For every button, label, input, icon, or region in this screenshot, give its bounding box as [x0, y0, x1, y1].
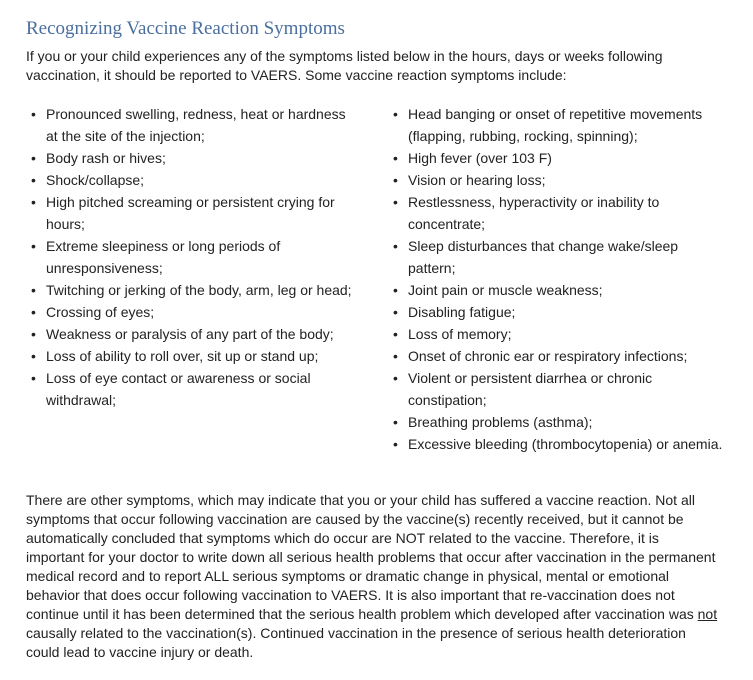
- list-item: • Disabling fatigue;: [388, 301, 728, 323]
- list-item: • Twitching or jerking of the body, arm, leg or head;: [26, 279, 361, 301]
- list-item: • Extreme sleepiness or long periods of unresponsiveness;: [26, 235, 361, 279]
- list-item: • Vision or hearing loss;: [388, 169, 728, 191]
- list-item: • High pitched screaming or persistent crying for hours;: [26, 191, 361, 235]
- list-item: • Sleep disturbances that change wake/sleep pattern;: [388, 235, 728, 279]
- list-item: • Shock/collapse;: [26, 169, 361, 191]
- list-item: • Head banging or onset of repetitive movements (flapping, rubbing, rocking, spinning);: [388, 103, 728, 147]
- list-item: • Pronounced swelling, redness, heat or hardness at the site of the injection;: [26, 103, 361, 147]
- list-item: • Breathing problems (asthma);: [388, 411, 728, 433]
- list-item: • Weakness or paralysis of any part of the body;: [26, 323, 361, 345]
- outro-text-after: causally related to the vaccination(s). Continued vaccination in the presence of serious health deterioration could lead to vaccine injury or death.: [26, 625, 686, 660]
- symptom-list-right: [388, 103, 728, 455]
- list-item: • Crossing of eyes;: [26, 301, 361, 323]
- list-item: • Violent or persistent diarrhea or chronic constipation;: [388, 367, 728, 411]
- list-item: • Onset of chronic ear or respiratory infections;: [388, 345, 728, 367]
- symptom-list-left: [26, 103, 361, 411]
- section-title: Recognizing Vaccine Reaction Symptoms: [26, 18, 345, 39]
- list-item: • Restlessness, hyperactivity or inability to concentrate;: [388, 191, 728, 235]
- list-item: • Joint pain or muscle weakness;: [388, 279, 728, 301]
- list-item: • Loss of eye contact or awareness or social withdrawal;: [26, 367, 361, 411]
- list-item: • High fever (over 103 F): [388, 147, 728, 169]
- list-item: • Loss of memory;: [388, 323, 728, 345]
- outro-paragraph: [26, 491, 721, 662]
- intro-paragraph: If you or your child experiences any of the symptoms listed below in the hours, days or weeks following vaccination, it should be reported to VAERS. Some vaccine reaction symptoms include:: [26, 48, 663, 83]
- outro-emphasis: not: [697, 606, 718, 622]
- list-item: • Body rash or hives;: [26, 147, 361, 169]
- list-item: • Excessive bleeding (thrombocytopenia) or anemia.: [388, 433, 728, 455]
- list-item: • Loss of ability to roll over, sit up or stand up;: [26, 345, 361, 367]
- outro-text-before: There are other symptoms, which may indicate that you or your child has suffered a vaccine reaction. Not all symptoms that occur following vaccination are caused by the vaccine(s) recently received, but it cannot be automatically concluded that symptoms which do occur are NOT related to the vaccine. Therefore, it is important for your doctor to write down all serious health problems that occur after vaccination in the permanent medical record and to report ALL serious symptoms or dramatic change in physical, mental or emotional behavior that does occur following vaccination to VAERS. It is also important that re-vaccination does not continue until it has been determined that the serious health problem which developed after vaccination was: [26, 492, 716, 622]
